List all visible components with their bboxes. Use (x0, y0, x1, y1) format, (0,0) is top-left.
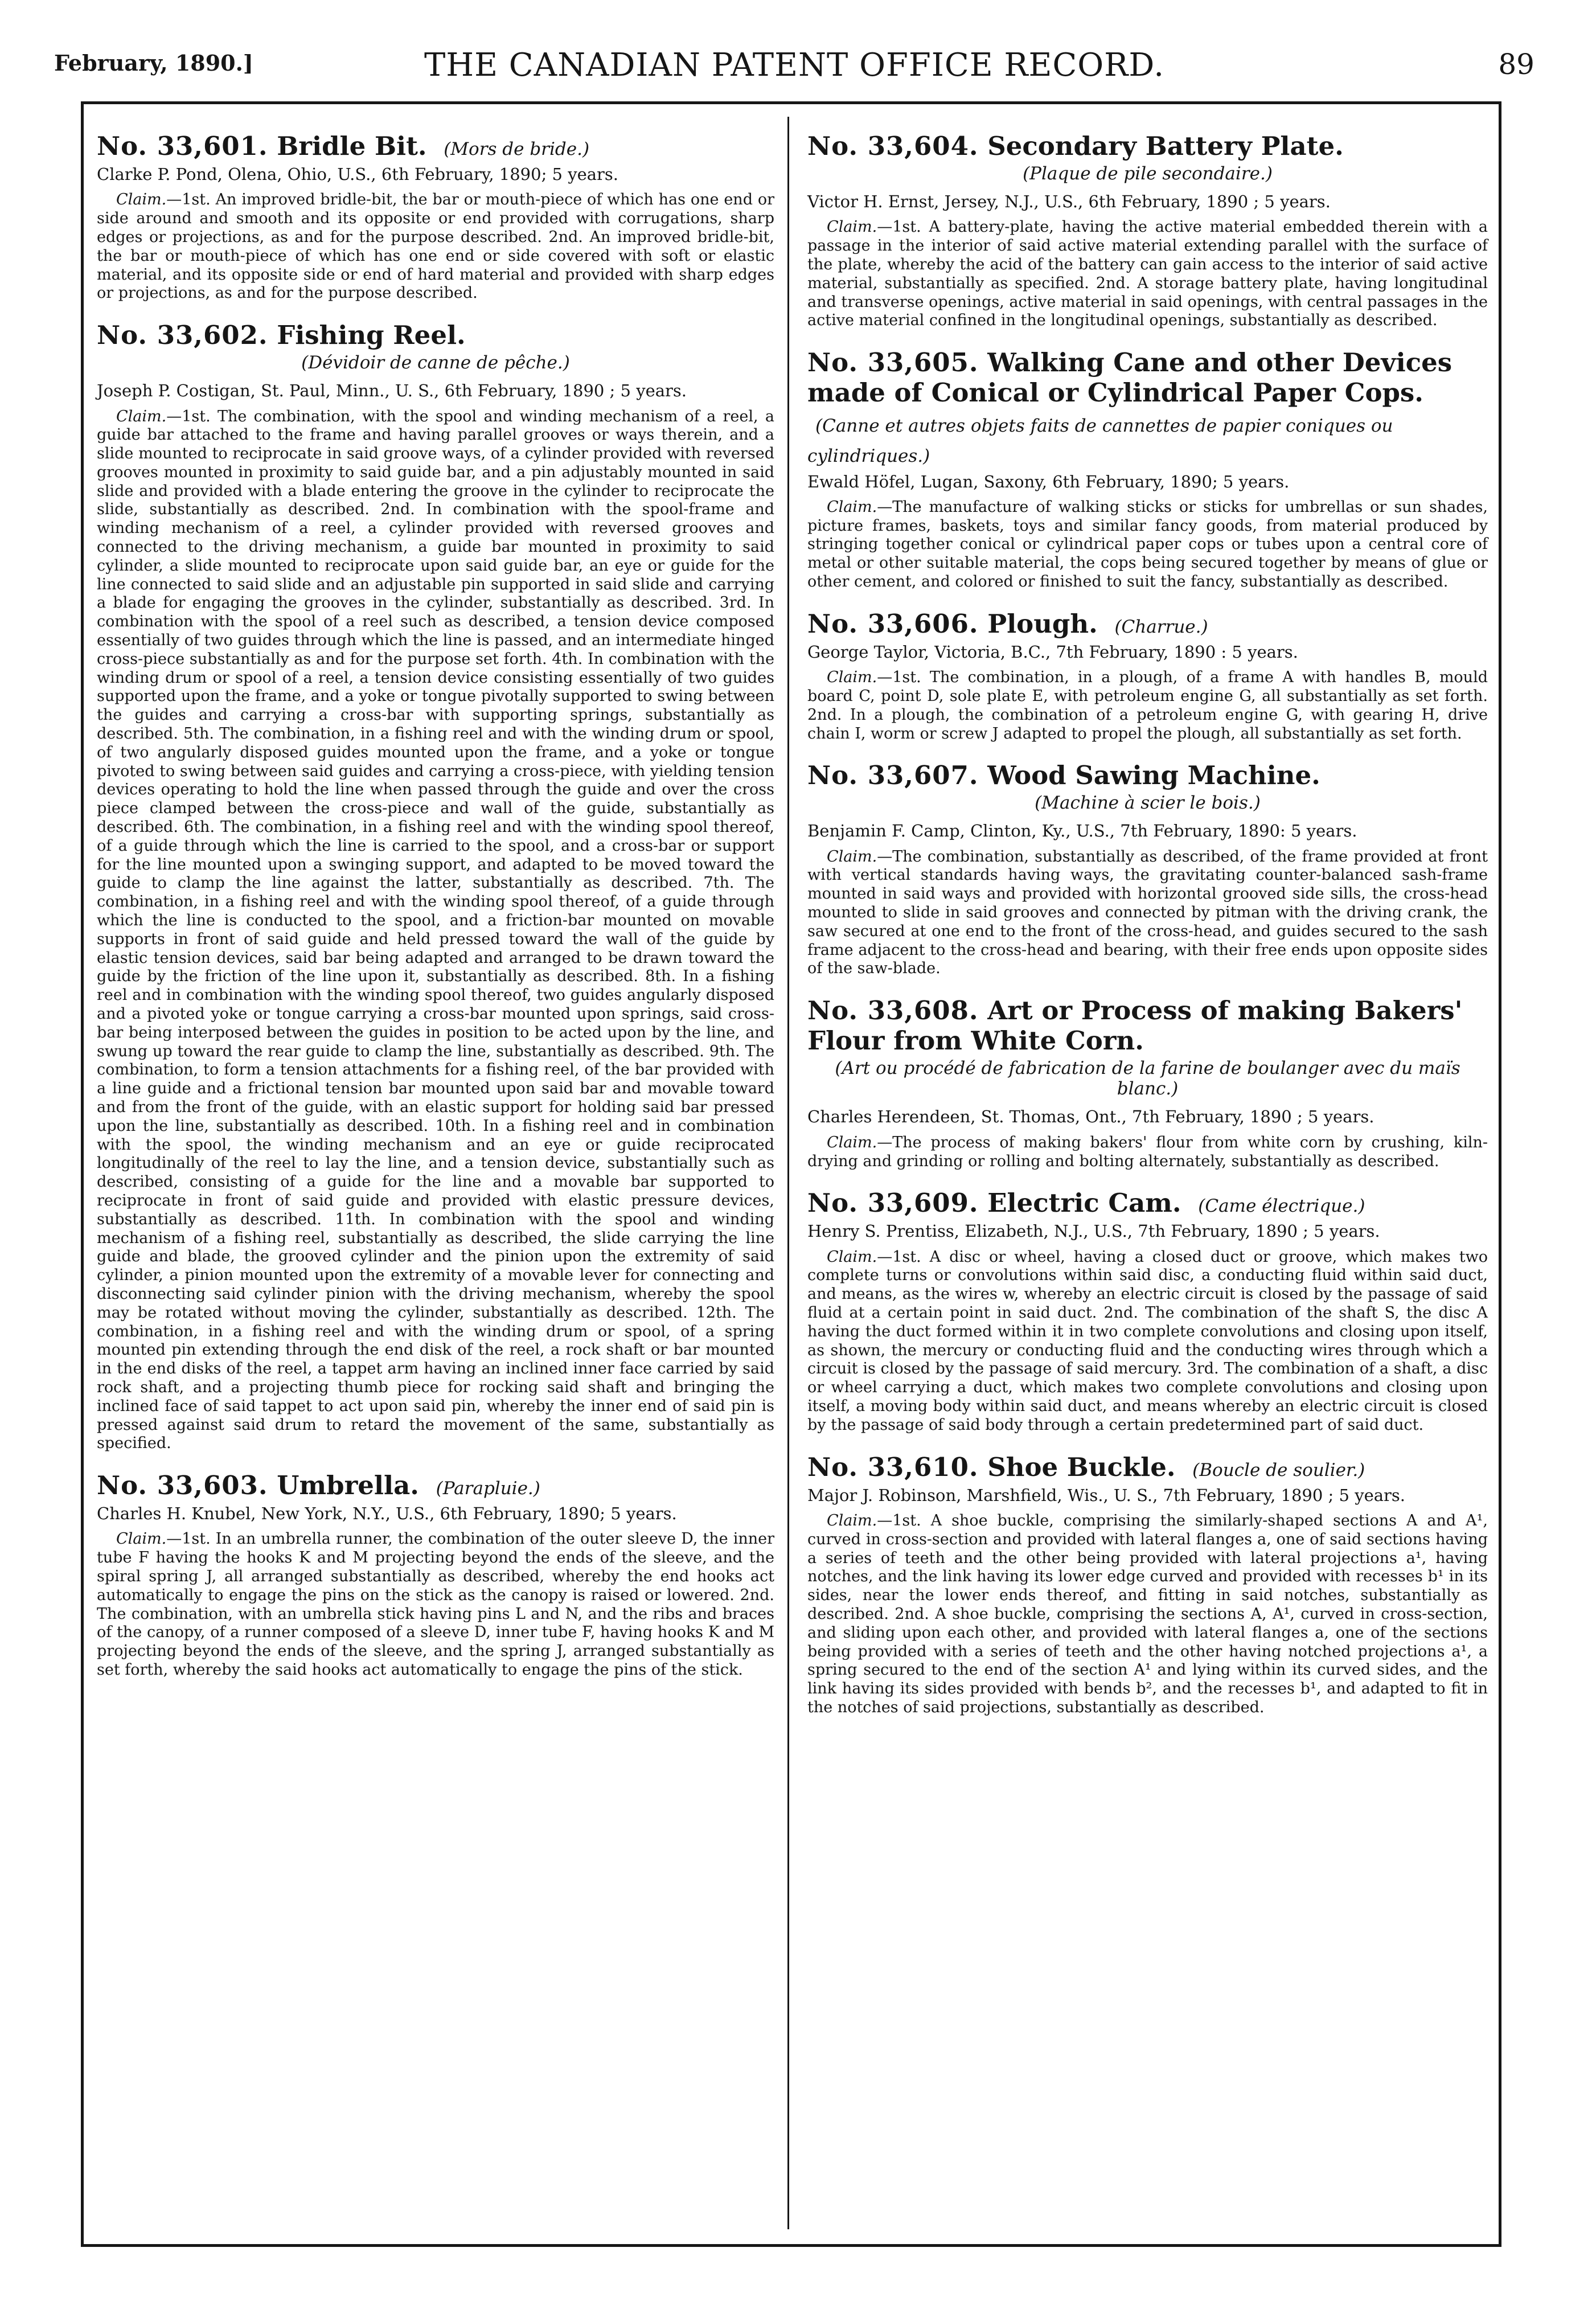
claim-body: —The combination, substantially as described, of the frame provided at front with vertical standards having ways, the gravitating counter-balanced sash-frame mounted in said ways and provided with horizontal grooved side sills, the cross-head mounted to slide in said grooves and connected by pitman with the driving crank, the saw secured at one end to the front of the cross-head, and guides secured to the sash frame adjacent to the cross-head and bearing, with their free ends upon opposite sides of the saw-blade. (807, 847, 1488, 978)
column-divider (787, 117, 789, 2229)
entry-heading (807, 347, 1488, 468)
invention-title: Umbrella. (277, 1470, 419, 1501)
entry-heading (807, 609, 1488, 639)
claim-label: Claim. (827, 218, 877, 236)
entry-heading (807, 131, 1488, 161)
french-title: (Plaque de pile secondaire.) (1023, 163, 1273, 184)
invention-title: Walking Cane and other Devices made of Conical or Cylindrical Paper Cops. (807, 347, 1453, 408)
claim-text (807, 1248, 1488, 1435)
claim-text (807, 1512, 1488, 1717)
claim-body: —1st. A battery-plate, having the active material embedded therein with a passage in the interior of said active material extending parallel with the surface of the plate, whereby the acid of the battery can gain access to the interior of said active material, substantially as specified. 2nd. A storage battery plate, having longitudinal and transverse openings, active material in said openings, with central passages in the active material confined in the longitudinal openings, substantially as described. (807, 218, 1488, 330)
claim-body: —1st. The combination, in a plough, of a frame A with handles B, mould board C, point D, sole plate E, with petroleum engine G, all substantially as set forth. 2nd. In a plough, the combination of a petroleum engine G, with gearing H, drive chain I, worm or screw J adapted to propel the plough, all substantially as set forth. (807, 668, 1488, 743)
claim-text (97, 1530, 774, 1679)
patent-entry (97, 1470, 774, 1680)
inventor-line: George Taylor, Victoria, B.C., 7th February, 1890 : 5 years. (807, 642, 1298, 662)
inventor-line: Major J. Robinson, Marshfield, Wis., U. S., 7th February, 1890 ; 5 years. (807, 1485, 1405, 1505)
invention-title: Shoe Buckle. (987, 1451, 1176, 1482)
claim-body: —The manufacture of walking sticks or sticks for umbrellas or sun shades, picture frames, baskets, toys and similar fancy goods, from material produced by stringing together conical or cylindrical paper cops or tubes upon a central core of metal or other suitable material, the cops being secured together by means of glue or other cement, and colored or finished to suit the fancy, substantially as described. (807, 498, 1488, 590)
entry-heading (807, 1188, 1488, 1218)
claim-label: Claim. (116, 191, 167, 209)
left-column (97, 131, 774, 1697)
patent-number: No. 33,603. (97, 1470, 268, 1501)
invention-title: Bridle Bit. (277, 131, 427, 161)
patent-number: No. 33,602. (97, 320, 268, 351)
french-title: (Dévidoir de canne de pêche.) (301, 352, 570, 374)
entry-heading (97, 1470, 774, 1500)
patent-entry (97, 320, 774, 1453)
claim-body: —1st. A shoe buckle, comprising the similarly-shaped sections A and A¹, curved in cross-section and provided with lateral flanges a, one of said sections having a series of teeth and the other being provided with lateral projections a¹, having notches, and the link having its lower edge curved and provided with recesses b¹ in its sides, near the lower ends thereof, and fitting in said notches, substantially as described. 2nd. A shoe buckle, comprising the sections A, A¹, curved in cross-section, and sliding upon each other, and provided with lateral flanges a, one of the sections being provided with a series of teeth and the other having notched projections a¹, a spring secured to the end of the section A¹ and lying within its curved sides, and the link having its sides provided with bends b², and the recesses b¹, and adapted to fit in the notches of said projections, substantially as described. (807, 1511, 1488, 1716)
inventor-line: Charles H. Knubel, New York, N.Y., U.S., 6th February, 1890; 5 years. (97, 1504, 677, 1524)
invention-title: Fishing Reel. (277, 320, 466, 351)
claim-text (807, 848, 1488, 979)
claim-body: —The process of making bakers' flour from white corn by crushing, kiln-drying and grinding or rolling and bolting alternately, substantially as described. (807, 1133, 1488, 1170)
claim-label: Claim. (827, 668, 877, 687)
invention-title: Electric Cam. (987, 1188, 1181, 1219)
claim-text (97, 191, 774, 303)
patent-entry (807, 1188, 1488, 1434)
inventor-line: Charles Herendeen, St. Thomas, Ont., 7th February, 1890 ; 5 years. (807, 1107, 1375, 1127)
french-title: (Mors de bride.) (444, 139, 590, 159)
header-title: THE CANADIAN PATENT OFFICE RECORD. (424, 47, 1165, 84)
claim-label: Claim. (827, 498, 877, 516)
patent-number: No. 33,605. (807, 347, 979, 378)
claim-body: —1st. In an umbrella runner, the combination of the outer sleeve D, the inner tube F having the hooks K and M projecting beyond the ends of the sleeve, and the spiral spring J, all arranged substantially as described, whereby the end hooks act automatically to engage the pins on the stick as the canopy is raised or lowered. 2nd. The combination, with an umbrella stick having pins L and N, and the ribs and braces of the canopy, of a runner composed of a sleeve D, inner tube F, having hooks K and M projecting beyond the ends of the sleeve, and the spring J, arranged substantially as set forth, whereby the said hooks act automatically to engage the pins of the stick. (97, 1530, 774, 1679)
patent-entry (807, 1452, 1488, 1717)
claim-label: Claim. (116, 1530, 167, 1548)
patent-number: No. 33,607. (807, 760, 979, 791)
patent-number: No. 33,601. (97, 131, 268, 161)
claim-text (97, 408, 774, 1454)
inventor-line: Henry S. Prentiss, Elizabeth, N.J., U.S., 7th February, 1890 ; 5 years. (807, 1221, 1380, 1241)
claim-label: Claim. (827, 1133, 877, 1151)
french-title: (Parapluie.) (436, 1478, 540, 1499)
patent-entry (807, 609, 1488, 744)
invention-title: Wood Sawing Machine. (987, 760, 1320, 791)
entry-heading (97, 320, 774, 350)
inventor-line: Clarke P. Pond, Olena, Ohio, U.S., 6th February, 1890; 5 years. (97, 165, 619, 184)
entry-heading (807, 1452, 1488, 1482)
patent-entry (807, 760, 1488, 978)
entry-heading (807, 995, 1488, 1056)
patent-number: No. 33,609. (807, 1188, 979, 1219)
patent-entry (807, 995, 1488, 1171)
claim-label: Claim. (116, 407, 167, 425)
page-header (54, 40, 1535, 91)
inventor-line: Joseph P. Costigan, St. Paul, Minn., U. S., 6th February, 1890 ; 5 years. (97, 381, 687, 401)
french-title: (Charrue.) (1114, 616, 1208, 637)
inventor-line: Ewald Höfel, Lugan, Saxony, 6th February, 1890; 5 years. (807, 471, 1290, 491)
page-number: 89 (1498, 48, 1535, 81)
invention-title: Art or Process of making Bakers' Flour from White Corn. (807, 995, 1463, 1056)
patent-number: No. 33,604. (807, 131, 979, 161)
claim-text (807, 1134, 1488, 1171)
french-title: (Came électrique.) (1198, 1196, 1365, 1217)
patent-entry (807, 347, 1488, 592)
inventor-line: Benjamin F. Camp, Clinton, Ky., U.S., 7th February, 1890: 5 years. (807, 821, 1357, 841)
patent-number: No. 33,610. (807, 1451, 979, 1482)
claim-body: —1st. An improved bridle-bit, the bar or mouth-piece of which has one end or side around and smooth and its opposite or end provided with corrugations, sharp edges or projections, as and for the purpose described. 2nd. An improved bridle-bit, the bar or mouth-piece of which has one end or side covered with soft or elastic material, and its opposite side or end of hard material and provided with sharp edges or projections, as and for the purpose described. (97, 191, 774, 302)
entry-heading (807, 760, 1488, 790)
header-date: February, 1890.] (54, 50, 253, 76)
claim-body: —1st. The combination, with the spool and winding mechanism of a reel, a guide bar attached to the frame and having parallel grooves or ways therein, and a slide mounted to reciprocate in said groove ways, of a cylinder provided with reversed grooves mounted in proximity to said guide bar, and a pin adjustably mounted in said slide and provided with a blade entering the groove in the cylinder to reciprocate the slide, substantially as described. 2nd. In combination with the spool-frame and winding mechanism of a reel, a cylinder provided with reversed grooves and connected to the driving mechanism, a guide bar mounted in proximity to said cylinder, a slide mounted to reciprocate upon said guide bar, an eye or guide for the line connected to said slide and an adjustable pin supported in said slide and carrying a blade for engaging the grooves in the cylinder, substantially as described. 3rd. In combination with the spool of a reel such as described, a tension device composed essentially of two guides through which the line is passed, and an intermediate hinged cross-piece substantially as and for the purpose set forth. 4th. In combination with the winding drum or spool of a reel, a tension device consisting essentially of two guides supported upon the frame, and a yoke or tongue pivotally supported to swing between the guides and carrying a cross-bar with supporting springs, substantially as described. 5th. The combination, in a fishing reel and with the winding drum or spool, of two angularly disposed guides mounted upon the frame, and a yoke or tongue pivoted to swing between said guides and carrying a cross-piece, with yielding tension devices operating to hold the line when passed through the guide and over the cross piece clamped between the cross-piece and wall of the guide, substantially as described. 6th. The combination, in a fishing reel and with the winding spool thereof, of a guide through which the line is carried to the spool, and a cross-bar or support for the line mounted upon a swinging support, and adapted to be moved toward the guide to clamp the line against the latter, substantially as described. 7th. The combination, in a fishing reel and with the winding spool thereof, of a guide through which the line is conducted to the spool, and a friction-bar mounted on movable supports in front of said guide and held pressed toward the wall of the guide by elastic tension devices, said bar being adapted and arranged to be drawn toward the guide by the friction of the line upon it, substantially as described. 8th. In a fishing reel and in combination with the winding spool thereof, two guides angularly disposed and a pivoted yoke or tongue carrying a cross-bar mounted upon springs, said cross-bar being interposed between the guides in position to be acted upon by the line, and swung up toward the rear guide to clamp the line, substantially as described. 9th. The combination, to form a tension attachments for a fishing reel, of the bar provided with a line guide and a frictional tension bar mounted upon said bar and movable toward and from the front of the guide, with an elastic support for holding said bar pressed upon the line, substantially as described. 10th. In a fishing reel and in combination with the spool, the winding mechanism and an eye or guide reciprocated longitudinally of the reel to lay the line, and a tension device, substantially such as described, consisting of a guide for the line and a movable bar supported to reciprocate in front of said guide and provided with elastic pressure devices, substantially as described. 11th. In combination with the spool and winding mechanism of a fishing reel, substantially as described, the slide carrying the line guide and blade, the grooved cylinder and the pinion upon the extremity of said cylinder, a pinion mounted upon the extremity of a movable lever for connecting and disconnecting said cylinder pinion with the driving mechanism, whereby the spool may be rotated without moving the cylinder, substantially as described. 12th. The combination, in a fishing reel and with the winding drum or spool, of a spring mounted pin extending through the end disk of the reel, a rock shaft or bar mounted in the end disks of the reel, a tappet arm having an inclined inner face carried by said rock shaft, and a projecting thumb piece for rocking said shaft and bringing the inclined face of said tappet to act upon said pin, whereby the inner end of said pin is pressed against said drum to retard the movement of the same, substantially as specified. (97, 407, 774, 1453)
invention-title: Plough. (987, 608, 1098, 639)
inventor-line: Victor H. Ernst, Jersey, N.J., U.S., 6th February, 1890 ; 5 years. (807, 192, 1331, 212)
claim-text (807, 218, 1488, 330)
french-title: (Machine à scier le bois.) (1035, 793, 1261, 814)
claim-label: Claim. (827, 847, 877, 866)
claim-body: —1st. A disc or wheel, having a closed duct or groove, which makes two complete turns or convolutions within said disc, a conducting fluid within said duct, and means, as the wires w, whereby an electric circuit is closed by the passage of said fluid at a certain point in said duct. 2nd. The combination of the shaft S, the disc A having the duct formed within it in two complete convolutions and closing upon itself, as shown, the mercury or conducting fluid and the conducting wires through which a circuit is closed by the passage of said mercury. 3rd. The combination of a shaft, a disc or wheel carrying a duct, which makes two complete convolutions and closing upon itself, a moving body within said duct, and means whereby an electric circuit is closed by the passage of said body through a certain predetermined part of said duct. (807, 1248, 1488, 1434)
invention-title: Secondary Battery Plate. (987, 131, 1344, 161)
claim-text (807, 498, 1488, 592)
patent-number: No. 33,608. (807, 995, 979, 1026)
claim-label: Claim. (827, 1248, 877, 1266)
entry-heading (97, 131, 774, 161)
patent-entry (97, 131, 774, 303)
french-title: (Canne et autres objets faits de cannettes de papier coniques ou cylindriques.) (807, 416, 1393, 467)
right-column (807, 131, 1488, 1734)
french-title: (Boucle de soulier.) (1192, 1459, 1365, 1480)
claim-text (807, 668, 1488, 743)
patent-entry (807, 131, 1488, 330)
claim-label: Claim. (827, 1511, 877, 1529)
patent-number: No. 33,606. (807, 608, 979, 639)
french-title: (Art ou procédé de fabrication de la farine de boulanger avec du maïs blanc.) (835, 1058, 1460, 1100)
